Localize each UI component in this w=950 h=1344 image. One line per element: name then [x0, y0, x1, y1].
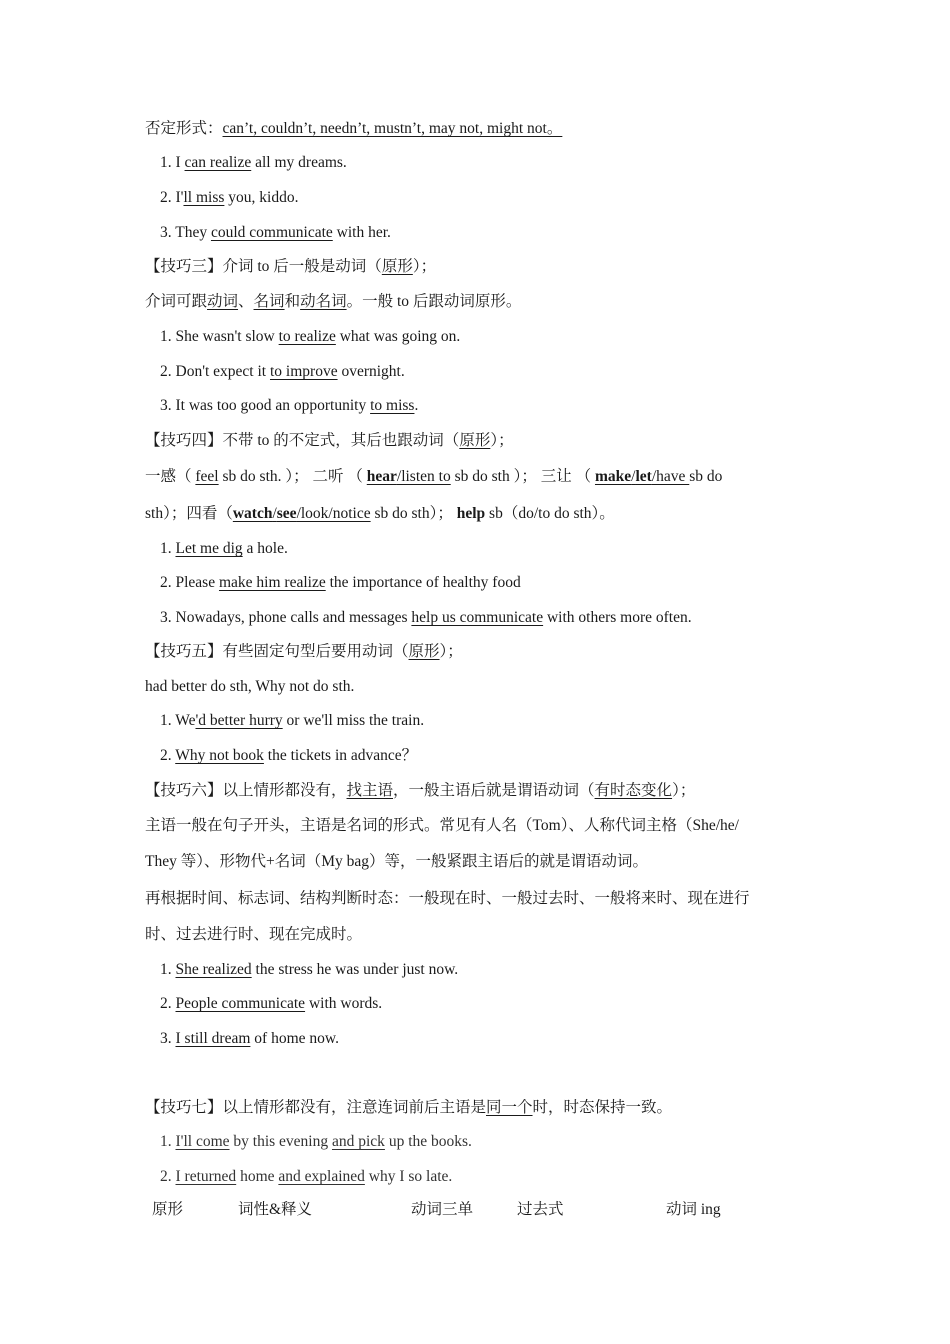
tip3-example-1: 1. She wasn't slow to realize what was going on. — [160, 328, 461, 345]
tip6-heading: 【技巧六】以上情形都没有，找主语，一般主语后就是谓语动词（有时态变化）； — [145, 782, 696, 799]
tip7-example-2: 2. I returned home and explained why I so late. — [160, 1168, 453, 1185]
tip5-note: had better do sth, Why not do sth. — [145, 678, 355, 695]
tip5-example-2: 2. Why not book the tickets in advance？ — [160, 747, 418, 764]
modal-example-1: 1. I can realize all my dreams. — [160, 154, 347, 171]
header-ing-form: 动词 ing — [666, 1201, 721, 1218]
tip6-example-3: 3. I still dream of home now. — [160, 1030, 339, 1047]
negative-forms: can’t, couldn’t, needn’t, mustn’t, may not, might not。 — [222, 120, 563, 137]
header-past-tense: 过去式 — [517, 1201, 564, 1218]
header-third-person: 动词三单 — [411, 1201, 474, 1218]
tip4-heading: 【技巧四】不带 to 的不定式，其后也跟动词（原形）； — [145, 432, 514, 449]
tip7-heading: 【技巧七】以上情形都没有，注意连词前后主语是同一个时，时态保持一致。 — [145, 1099, 673, 1116]
modal-example-3: 3. They could communicate with her. — [160, 224, 391, 241]
tip6-note-3: 再根据时间、标志词、结构判断时态：一般现在时、一般过去时、一般将来时、现在进行 — [145, 890, 750, 907]
tip5-heading: 【技巧五】有些固定句型后要用动词（原形）； — [145, 643, 463, 660]
tip6-example-1: 1. She realized the stress he was under just now. — [160, 961, 459, 978]
tip7-example-1: 1. I'll come by this evening and pick up the books. — [160, 1133, 472, 1150]
tip4-line-1: 一感（ feel sb do sth. ）； 二听 （ hear/listen to sb do sth ）； 三让 （ make/let/have sb do — [145, 468, 723, 485]
tip6-note-2: They 等）、形物代+名词（My bag）等，一般紧跟主语后的就是谓语动词。 — [145, 853, 649, 870]
tip4-example-1: 1. Let me dig a hole. — [160, 540, 288, 557]
tip3-example-3: 3. It was too good an opportunity to miss. — [160, 397, 419, 414]
tip3-note: 介词可跟动词、名词和动名词。一般 to 后跟动词原形。 — [145, 293, 522, 310]
tip3-example-2: 2. Don't expect it to improve overnight. — [160, 363, 405, 380]
tip4-line-2: sth）；四看（watch/see/look/notice sb do sth）； help sb（do/to do sth）。 — [145, 505, 615, 522]
verb-table-header — [0, 1200, 950, 1222]
header-base-form: 原形 — [152, 1201, 184, 1218]
negative-forms-line: 否定形式：can’t, couldn’t, needn’t, mustn’t, may not, might not。 — [145, 120, 563, 137]
modal-example-2: 2. I'll miss you, kiddo. — [160, 189, 299, 206]
tip3-heading: 【技巧三】介词 to 后一般是动词（原形）； — [145, 258, 437, 275]
header-pos-meaning: 词性&释义 — [238, 1201, 313, 1218]
tip6-example-2: 2. People communicate with words. — [160, 995, 383, 1012]
tip6-note-4: 时、过去进行时、现在完成时。 — [145, 926, 363, 943]
tip6-note-1: 主语一般在句子开头，主语是名词的形式。常见有人名（Tom）、人称代词主格（She/he/ — [145, 817, 739, 834]
tip5-example-1: 1. We'd better hurry or we'll miss the train. — [160, 712, 425, 729]
tip4-example-3: 3. Nowadays, phone calls and messages help us communicate with others more often. — [160, 609, 692, 626]
tip4-example-2: 2. Please make him realize the importance of healthy food — [160, 574, 521, 591]
